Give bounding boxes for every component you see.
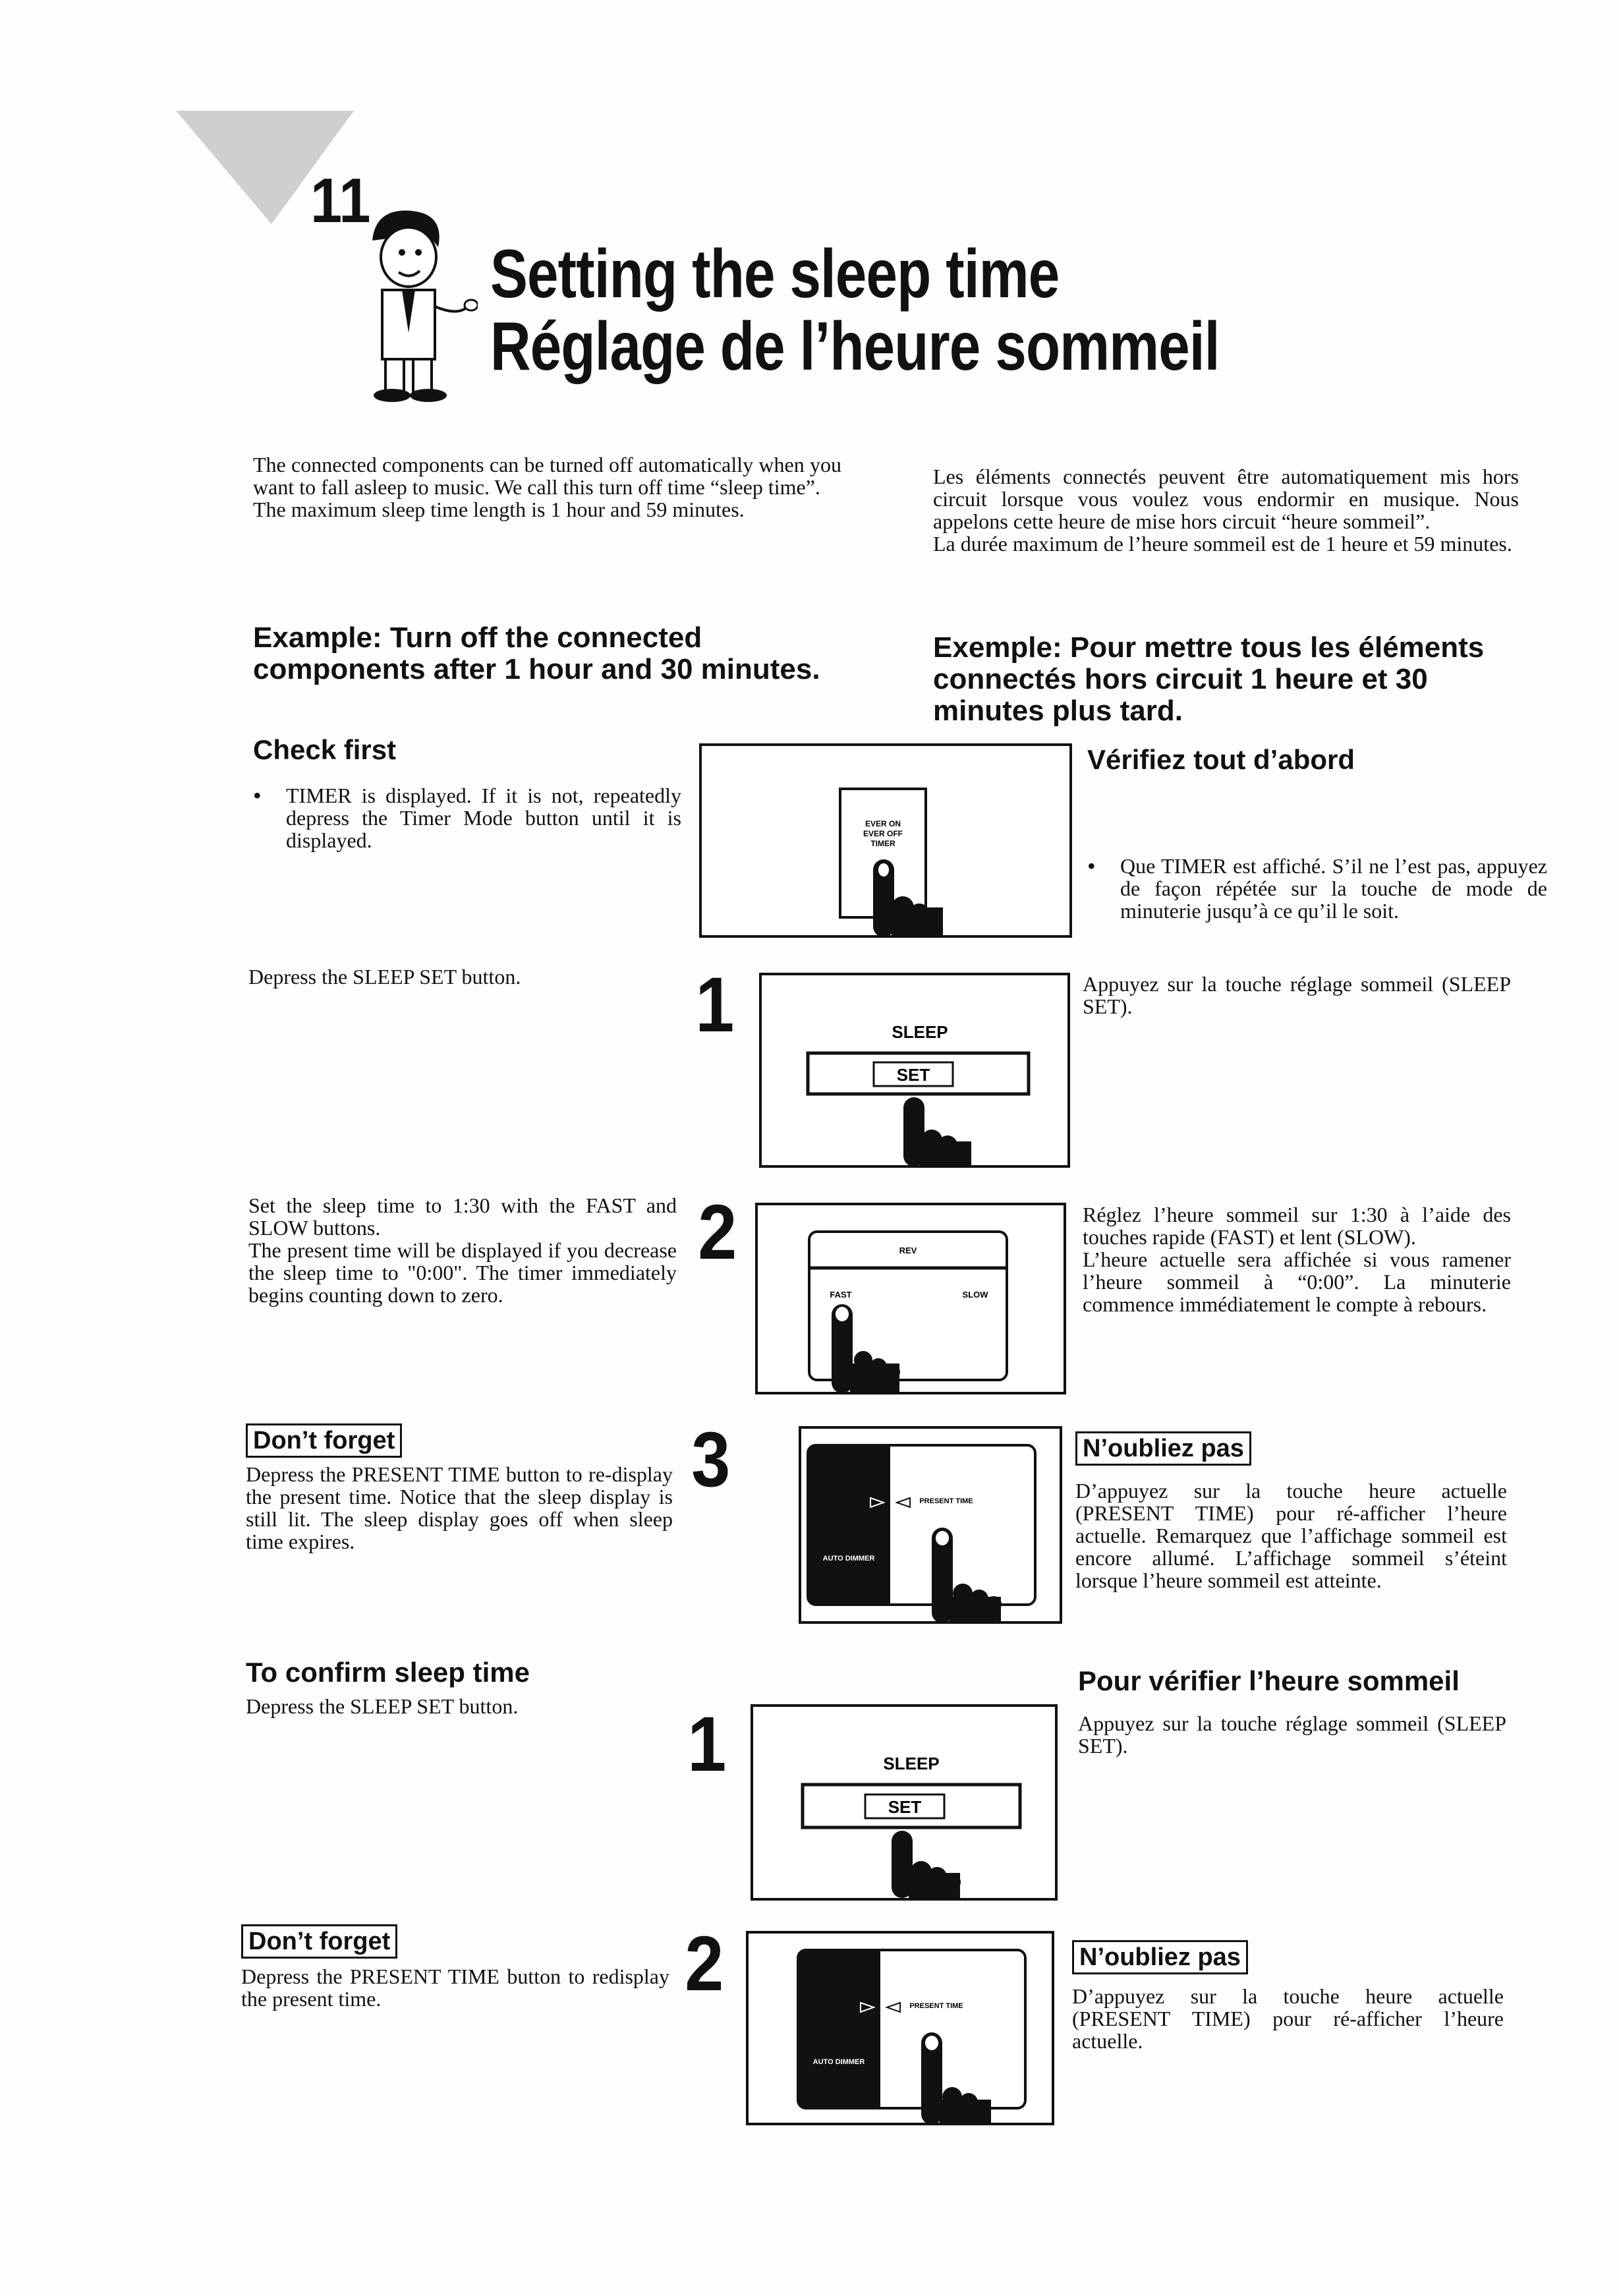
- confirm-heading-en: To confirm sleep time: [246, 1657, 530, 1688]
- title-fr: Réglage de l’heure sommeil: [490, 308, 1220, 385]
- intro-en-p1: The connected components can be turned off automatically when you want to fall asleep to music. We call this turn off time “sleep time”.: [253, 453, 841, 499]
- sleep-label: SLEEP: [883, 1754, 940, 1773]
- sleep-label: SLEEP: [892, 1022, 948, 1042]
- mascot-illustration: [346, 201, 478, 405]
- step2-en-p2: The present time will be displayed if you decrease the sleep time to "0:00". The timer immediately begins counting down to zero.: [248, 1238, 677, 1307]
- intro-fr-p1: Les éléments connectés peuvent être automatiquement mis hors circuit lorsque vous voulez vous endormir en musique. Nous appelons cette heure de mise hors circuit “heure sommeil”.: [933, 465, 1519, 533]
- step2-number: 2: [698, 1189, 737, 1276]
- figure-label: EVER ON: [865, 819, 901, 828]
- confirm-step1-text-en: Depress the SLEEP SET button.: [246, 1694, 519, 1718]
- noubliez-pas-label: N’oubliez pas: [1072, 1940, 1248, 1974]
- example-en: Example: Turn off the connected components after 1 hour and 30 minutes.: [253, 621, 820, 685]
- step3-text-fr: D’appuyez sur la touche heure actuelle (PRESENT TIME) pour ré-afficher l’heure actuelle. Remarquez que l’affichage sommeil est encore allumé. L’affichage sommeil s’éteint lorsque l’heure sommeil est atteinte.: [1075, 1479, 1507, 1592]
- dont-forget-label: Don’t forget: [241, 1924, 397, 1959]
- check-first-heading-fr: Vérifiez tout d’abord: [1087, 744, 1355, 775]
- figure-label: TIMER: [870, 839, 895, 848]
- present-time-label: PRESENT TIME: [919, 1497, 973, 1505]
- auto-dimmer-label: AUTO DIMMER: [822, 1555, 875, 1563]
- step2-fr-p1: Réglez l’heure sommeil sur 1:30 à l’aide des touches rapide (FAST) et lent (SLOW).: [1083, 1203, 1511, 1249]
- step1-text-fr: Appuyez sur la touche réglage sommeil (SLEEP SET).: [1083, 972, 1511, 1018]
- section-number: 11: [310, 165, 371, 236]
- pressing-hand-icon: [903, 1097, 971, 1165]
- check-first-heading: Check first: [253, 734, 397, 765]
- slow-label: SLOW: [962, 1290, 988, 1300]
- step3-number: 3: [691, 1416, 731, 1503]
- set-button-label: SET: [888, 1797, 922, 1817]
- intro-fr-p2: La durée maximum de l’heure sommeil est de 1 heure et 59 minutes.: [933, 532, 1512, 556]
- step1-number: 1: [695, 961, 735, 1048]
- dont-forget-label: Don’t forget: [246, 1423, 402, 1458]
- present-time-figure: [799, 1426, 1062, 1624]
- fast-slow-figure: [755, 1203, 1066, 1394]
- check-first-text: • TIMER is displayed. If it is not, repeatedly depress the Timer Mode button until it is displayed.: [253, 784, 681, 851]
- sleep-set-figure: [759, 973, 1070, 1168]
- timer-mode-figure: [699, 743, 1072, 938]
- auto-dimmer-label: AUTO DIMMER: [812, 2058, 865, 2066]
- confirm-step1-text-fr: Appuyez sur la touche réglage sommeil (SLEEP SET).: [1078, 1711, 1506, 1758]
- example-fr: Exemple: Pour mettre tous les éléments connectés hors circuit 1 heure et 30 minutes plus tard.: [933, 631, 1485, 727]
- present-time-label: PRESENT TIME: [909, 2002, 963, 2010]
- fast-label: FAST: [830, 1290, 852, 1300]
- intro-en: [253, 453, 841, 521]
- step2-text-fr: [1083, 1203, 1511, 1315]
- step2-fr-p2: L’heure actuelle sera affichée si vous ramener l’heure sommeil à “0:00”. La minuterie commence immédiatement le compte à rebours.: [1083, 1248, 1511, 1316]
- pressing-hand-icon: [892, 1831, 961, 1898]
- set-button-label: SET: [896, 1065, 930, 1085]
- step1-text-en: Depress the SLEEP SET button.: [248, 965, 521, 989]
- confirm-heading-fr: Pour vérifier l’heure sommeil: [1078, 1665, 1460, 1696]
- step3-text-en: Depress the PRESENT TIME button to re-display the present time. Notice that the sleep display is still lit. The sleep display goes off when sleep time expires.: [246, 1462, 673, 1553]
- figure-label: EVER OFF: [863, 829, 903, 838]
- intro-en-p2: The maximum sleep time length is 1 hour and 59 minutes.: [253, 498, 745, 521]
- confirm-step2-text-en: Depress the PRESENT TIME button to redisplay the present time.: [241, 1965, 669, 2011]
- step2-en-p1: Set the sleep time to 1:30 with the FAST and SLOW buttons.: [248, 1193, 677, 1240]
- rev-label: REV: [899, 1246, 917, 1255]
- title-en: Setting the sleep time: [490, 236, 1060, 312]
- step2-text-en: [248, 1194, 677, 1306]
- confirm-step2-number: 2: [685, 1920, 724, 2007]
- confirm-step2-text-fr: D’appuyez sur la touche heure actuelle (PRESENT TIME) pour ré-afficher l’heure actuelle.: [1072, 1984, 1504, 2053]
- confirm-step1-number: 1: [687, 1701, 727, 1788]
- check-first-text-fr: • Que TIMER est affiché. S’il ne l’est pas, appuyez de façon répétée sur la touche de mode de minuterie jusqu’à ce qu’il le soit.: [1087, 855, 1547, 922]
- confirm-present-time-figure: [746, 1931, 1054, 2125]
- intro-fr: [933, 465, 1519, 555]
- confirm-sleep-set-figure: [751, 1704, 1058, 1901]
- noubliez-pas-label: N’oubliez pas: [1075, 1431, 1251, 1466]
